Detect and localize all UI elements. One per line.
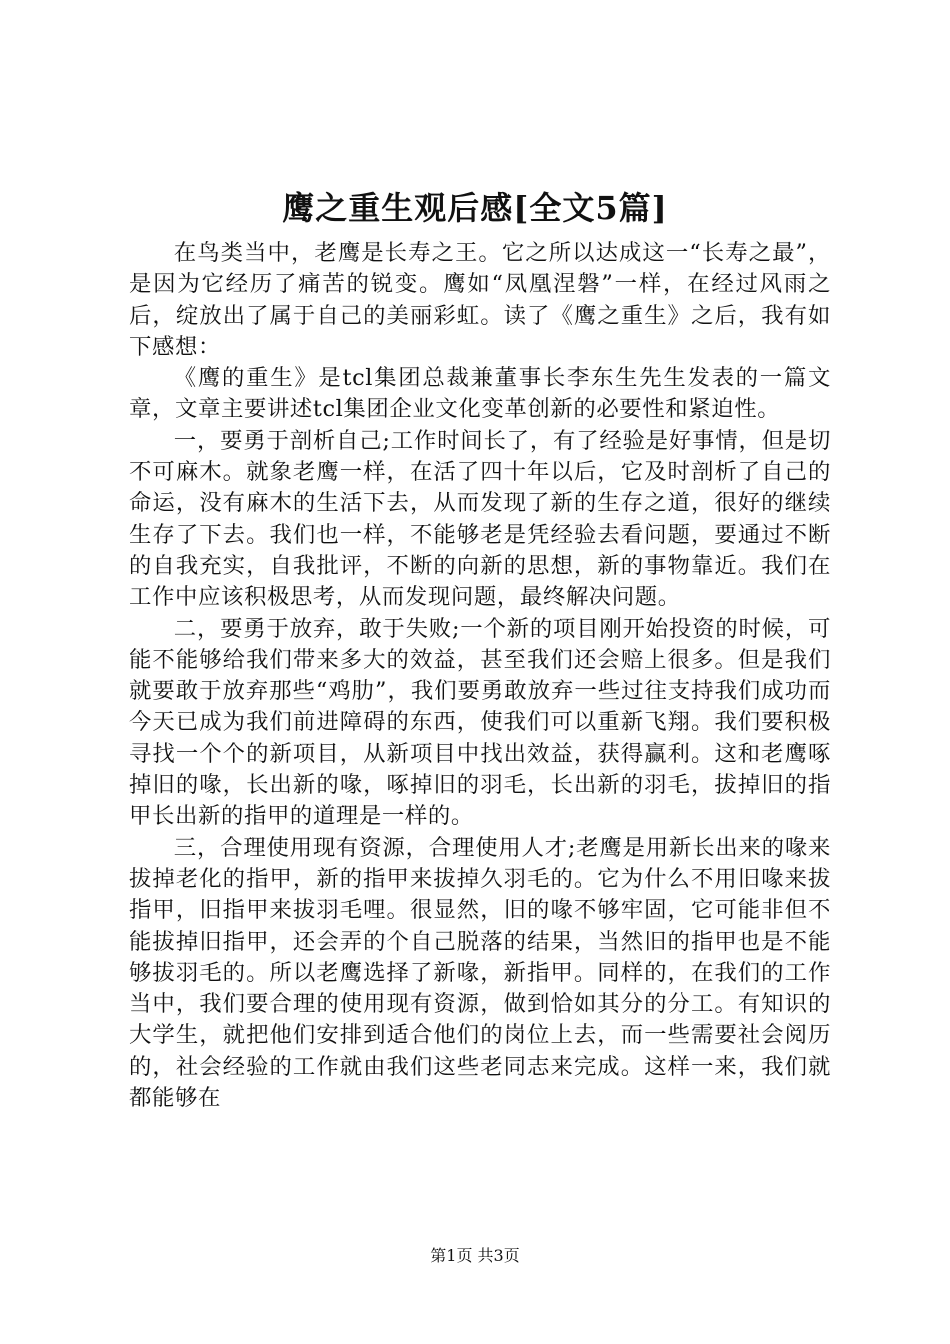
paragraph-point-one: 一，要勇于剖析自己;工作时间长了，有了经验是好事情，但是切不可麻木。就象老鹰一样，在活了四十年以后，它及时剖析了自己的命运，没有麻木的生活下去，从而发现了新的生存之道，很好的继续生存了下去。我们也一样，不能够老是凭经验去看问题，要通过不断的自我充实，自我批评，不断的向新的思想，新的事物靠近。我们在工作中应该积极思考，从而发现问题，最终解决问题。 (129, 427, 831, 611)
document-body (129, 238, 831, 1114)
document-title: 鹰之重生观后感[全文5篇] (282, 189, 668, 227)
page-number-footer: 第1页 共3页 (430, 1246, 520, 1265)
paragraph-article-summary: 《鹰的重生》是tcl集团总裁兼董事长李东生先生发表的一篇文章，文章主要讲述tcl集团企业文化变革创新的必要性和紧迫性。 (129, 365, 831, 423)
paragraph-point-two: 二，要勇于放弃，敢于失败;一个新的项目刚开始投资的时候，可能不能够给我们带来多大的效益，甚至我们还会赔上很多。但是我们就要敢于放弃那些“鸡肋”，我们要勇敢放弃一些过往支持我们成功而今天已成为我们前进障碍的东西，使我们可以重新飞翔。我们要积极寻找一个个的新项目，从新项目中找出效益，获得赢利。这和老鹰啄掉旧的喙，长出新的喙，啄掉旧的羽毛，长出新的羽毛，拔掉旧的指甲长出新的指甲的道理是一样的。 (129, 615, 831, 830)
paragraph-point-three: 三，合理使用现有资源，合理使用人才;老鹰是用新长出来的喙来拔掉老化的指甲，新的指甲来拔掉久羽毛的。它为什么不用旧喙来拔指甲，旧指甲来拔羽毛哩。很显然，旧的喙不够牢固，它可能非但不能拔掉旧指甲，还会弄的个自己脱落的结果，当然旧的指甲也是不能够拔羽毛的。所以老鹰选择了新喙，新指甲。同样的，在我们的工作当中，我们要合理的使用现有资源，做到恰如其分的分工。有知识的大学生，就把他们安排到适合他们的岗位上去，而一些需要社会阅历的，社会经验的工作就由我们这些老同志来完成。这样一来，我们就都能够在 (129, 834, 831, 1112)
paragraph-intro: 在鸟类当中，老鹰是长寿之王。它之所以达成这一“长寿之最”，是因为它经历了痛苦的锐变。鹰如“凤凰涅磐”一样，在经过风雨之后，绽放出了属于自己的美丽彩虹。读了《鹰之重生》之后，我有如下感想： (129, 240, 831, 360)
